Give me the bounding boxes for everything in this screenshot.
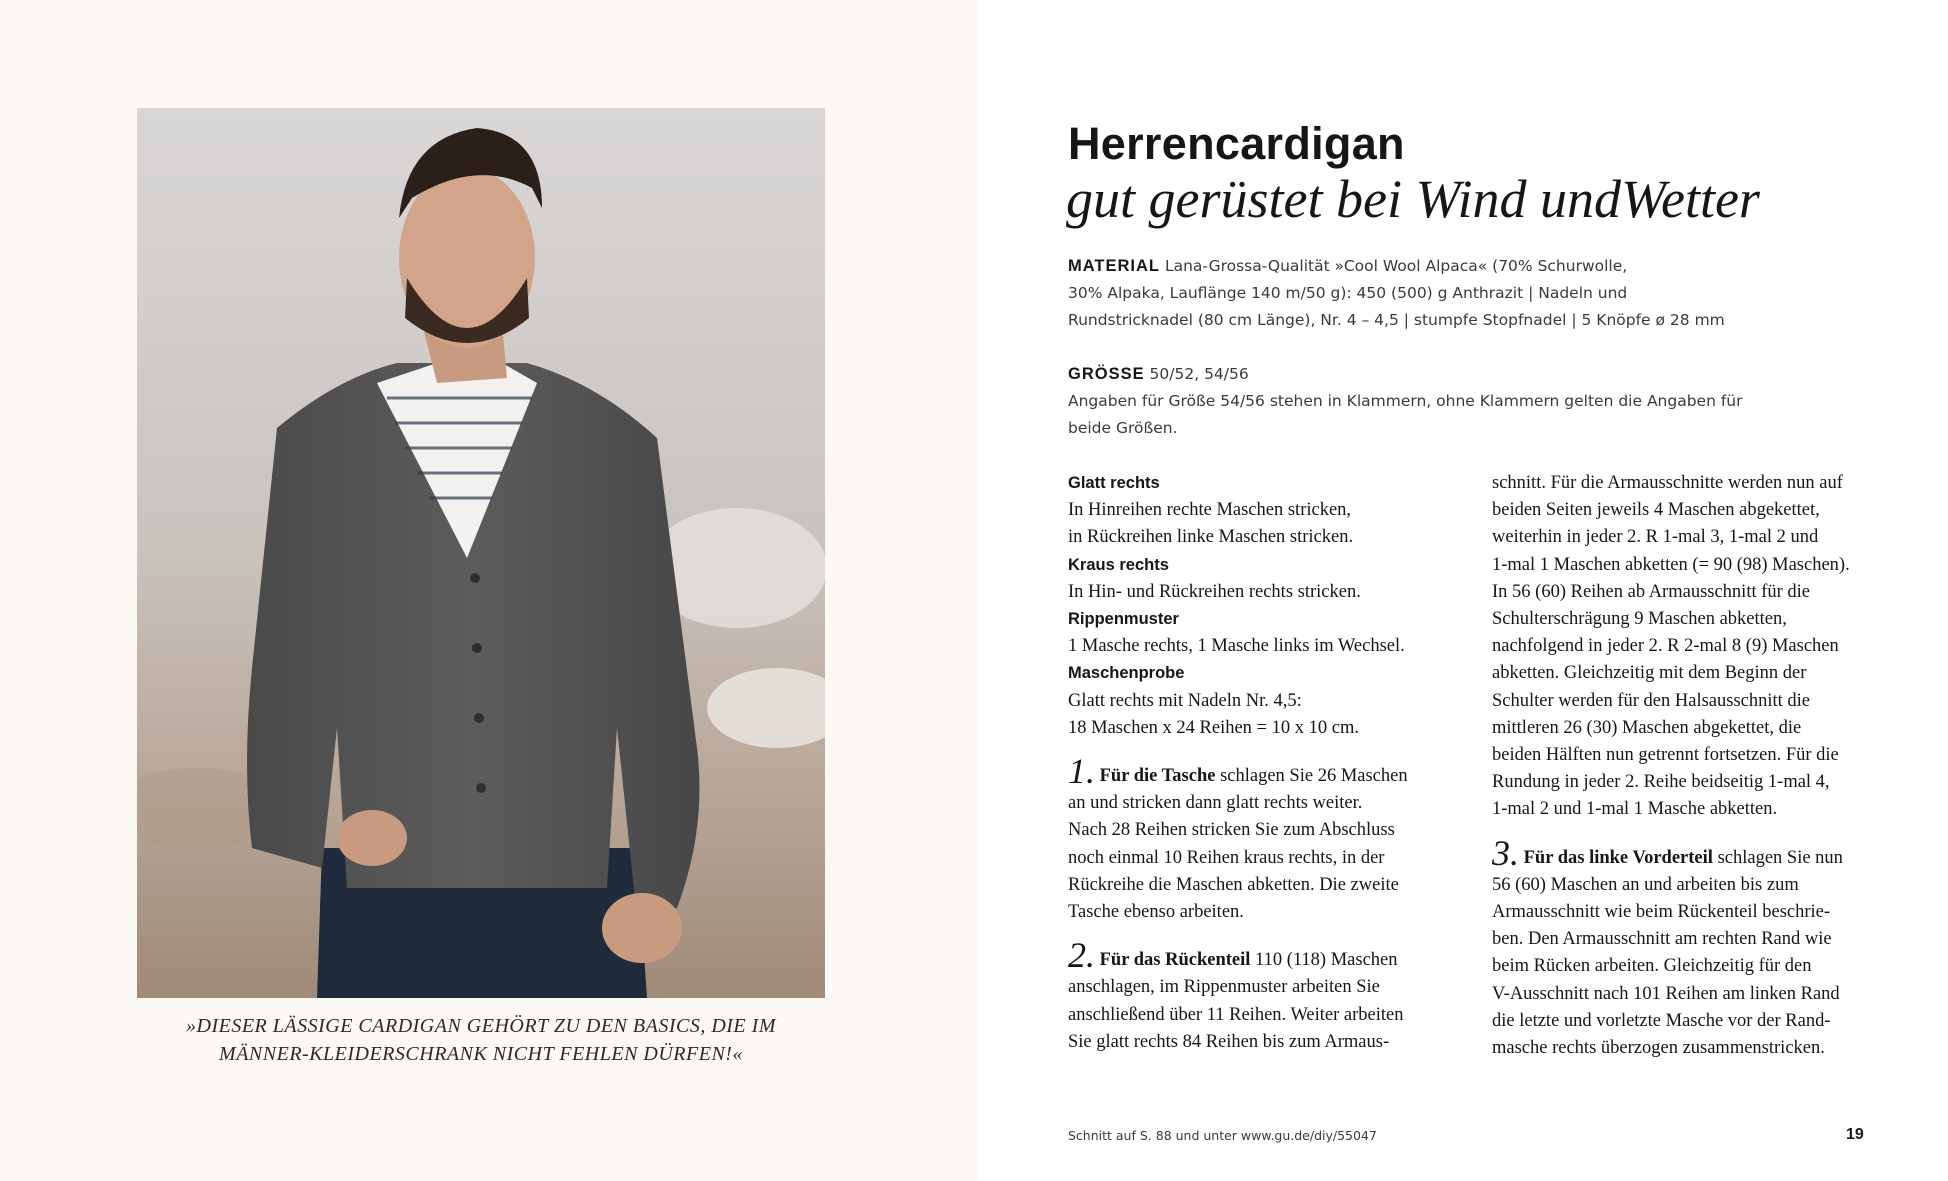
step-1-line-2: an und stricken dann glatt rechts weiter. (1068, 793, 1363, 814)
material-block (1068, 253, 1768, 334)
col2-line-12: Rundung in jeder 2. Reihe beidseitig 1-mal 4, (1492, 772, 1830, 793)
step-3-line-5: beim Rücken arbeiten. Gleichzeitig für den (1492, 956, 1812, 977)
step-3-line-2: 56 (60) Maschen an und arbeiten bis zum (1492, 874, 1799, 895)
col2-line-4: 1-mal 1 Maschen abketten (= 90 (98) Maschen). (1492, 554, 1850, 575)
size-line-3: beide Größen. (1068, 419, 1178, 437)
col2-line-2: beiden Seiten jeweils 4 Maschen abgekettet, (1492, 500, 1820, 521)
col2-line-7: nachfolgend in jeder 2. R 2-mal 8 (9) Maschen (1492, 636, 1839, 657)
col2-line-10: mittleren 26 (30) Maschen abgekettet, die (1492, 717, 1802, 738)
page-title: Herrencardigan (1068, 118, 1405, 169)
step-2-line-3: anschließend über 11 Reihen. Weiter arbeiten (1068, 1004, 1404, 1025)
maschenprobe-heading: Maschenprobe (1068, 664, 1185, 683)
step-3-line-1: schlagen Sie nun (1717, 847, 1843, 868)
step-1 (1068, 751, 1448, 792)
kraus-heading: Kraus rechts (1068, 555, 1169, 574)
step-2-line-4: Sie glatt rechts 84 Reihen bis zum Armaus- (1068, 1031, 1390, 1052)
step-1-bold: Für die Tasche (1099, 766, 1216, 787)
step-3-bold: Für das linke Vorderteil (1523, 847, 1713, 868)
col2-line-9: Schulter werden für den Halsausschnitt die (1492, 690, 1811, 711)
page-subtitle: gut gerüstet bei Wind undWetter (1066, 169, 1760, 229)
material-line-3: Rundstricknadel (80 cm Länge), Nr. 4 – 4,5 | stumpfe Stopfnadel | 5 Knöpfe ø 28 mm (1068, 311, 1725, 329)
step-1-line-6: Tasche ebenso arbeiten. (1068, 902, 1244, 923)
step-2-line-2: anschlagen, im Rippenmuster arbeiten Sie (1068, 977, 1380, 998)
step-3-number: 3. (1492, 832, 1519, 873)
cardigan-photo (137, 108, 825, 998)
kraus-line-1: In Hin- und Rückreihen rechts stricken. (1068, 581, 1361, 602)
glatt-line-2: in Rückreihen linke Maschen stricken. (1068, 527, 1354, 548)
size-label: GRÖSSE (1068, 365, 1145, 383)
size-block (1068, 361, 1768, 442)
col2-line-5: In 56 (60) Reihen ab Armausschnitt für die (1492, 581, 1811, 602)
step-3-line-4: ben. Den Armausschnitt am rechten Rand wie (1492, 929, 1832, 950)
step-2 (1068, 935, 1448, 976)
caption-line-2: MÄNNER-KLEIDERSCHRANK NICHT FEHLEN DÜRFEN!« (219, 1043, 743, 1065)
col2-line-3: weiterhin in jeder 2. R 1-mal 3, 1-mal 2 und (1492, 527, 1819, 548)
step-1-line-1: schlagen Sie 26 Maschen (1220, 766, 1408, 787)
size-line-2: Angaben für Größe 54/56 stehen in Klammern, ohne Klammern gelten die Angaben für (1068, 392, 1743, 410)
step-2-bold: Für das Rückenteil (1099, 950, 1251, 971)
step-2-line-1: 110 (118) Maschen (1255, 950, 1398, 971)
step-3-line-6: V-Ausschnitt nach 101 Reihen am linken Rand (1492, 983, 1840, 1004)
page-number: 19 (1846, 1126, 1864, 1143)
caption-line-1: »DIESER LÄSSIGE CARDIGAN GEHÖRT ZU DEN BASICS, DIE IM (186, 1015, 776, 1037)
col2-line-6: Schulterschrägung 9 Maschen abketten, (1492, 609, 1787, 630)
rippen-heading: Rippenmuster (1068, 610, 1179, 629)
probe-line-2: 18 Maschen x 24 Reihen = 10 x 10 cm. (1068, 717, 1359, 738)
glatt-line-1: In Hinreihen rechte Maschen stricken, (1068, 500, 1352, 521)
step-2-number: 2. (1068, 935, 1095, 976)
photo-caption (137, 1012, 825, 1068)
text-column-2 (1492, 470, 1872, 1062)
step-1-line-4: noch einmal 10 Reihen kraus rechts, in der (1068, 847, 1385, 868)
material-label: MATERIAL (1068, 257, 1161, 275)
material-line-1: Lana-Grossa-Qualität »Cool Wool Alpaca« (70% Schurwolle, (1164, 257, 1628, 275)
step-3 (1492, 832, 1872, 873)
col2-line-11: beiden Hälften nun getrennt fortsetzen. Für die (1492, 745, 1839, 766)
step-1-line-3: Nach 28 Reihen stricken Sie zum Abschluss (1068, 820, 1395, 841)
step-3-line-8: masche rechts überzogen zusammenstricken. (1492, 1038, 1825, 1059)
probe-line-1: Glatt rechts mit Nadeln Nr. 4,5: (1068, 690, 1302, 711)
col2-line-1: schnitt. Für die Armausschnitte werden nun auf (1492, 473, 1843, 493)
col2-line-8: abketten. Gleichzeitig mit dem Beginn der (1492, 663, 1807, 684)
step-3-line-3: Armausschnitt wie beim Rückenteil beschrie- (1492, 902, 1831, 923)
rippen-line-1: 1 Masche rechts, 1 Masche links im Wechsel. (1068, 636, 1405, 657)
step-1-line-5: Rückreihe die Maschen abketten. Die zweite (1068, 874, 1399, 895)
glatt-heading: Glatt rechts (1068, 474, 1160, 492)
size-value: 50/52, 54/56 (1149, 365, 1249, 383)
col2-line-13: 1-mal 2 und 1-mal 1 Masche abketten. (1492, 799, 1778, 820)
material-line-2: 30% Alpaka, Lauflänge 140 m/50 g): 450 (500) g Anthrazit | Nadeln und (1068, 284, 1628, 302)
footer-note: Schnitt auf S. 88 und unter www.gu.de/diy/55047 (1068, 1128, 1377, 1143)
step-1-number: 1. (1068, 751, 1095, 792)
step-3-line-7: die letzte und vorletzte Masche vor der Rand- (1492, 1010, 1831, 1031)
text-column-1 (1068, 470, 1448, 1056)
